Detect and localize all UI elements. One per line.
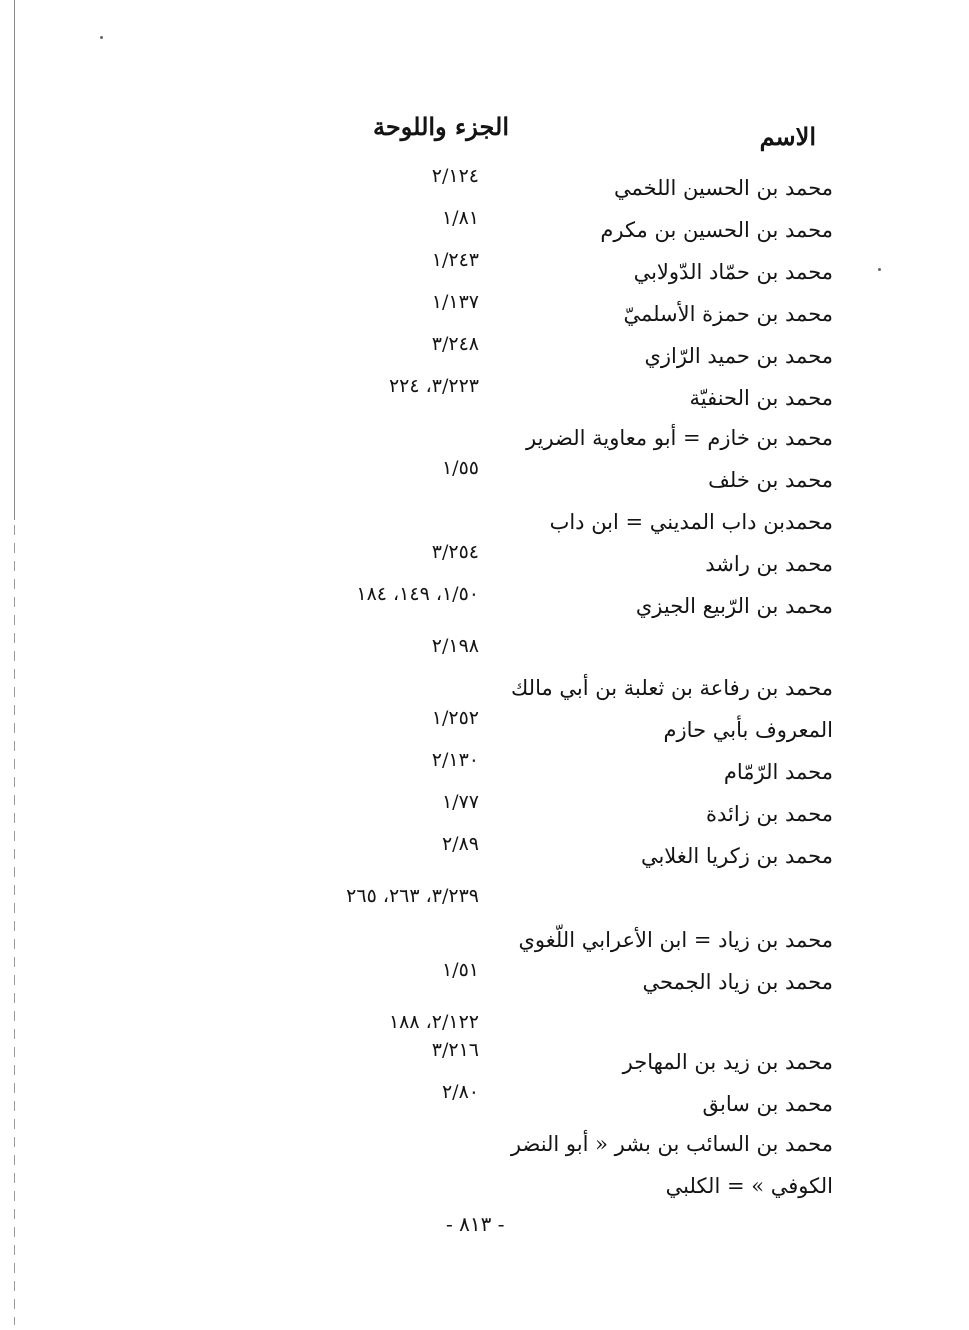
table-row (0, 672, 969, 708)
entry-name: المعروف بأبي حازم (663, 718, 833, 742)
table-row (0, 833, 969, 876)
entry-name: محمد بن رفاعة بن ثعلبة بن أبي مالك (510, 676, 833, 700)
entry-name: محمد بن الحسين اللخمي (613, 176, 833, 200)
entry-reference: ٢/٨٠ (441, 1081, 479, 1103)
table-row (0, 207, 969, 250)
entry-name: محمد بن الحنفيّة (689, 386, 833, 410)
entry-name: محمد بن حمّاد الدّولابي (633, 260, 833, 284)
table-row (0, 924, 969, 960)
table-row (0, 457, 969, 500)
table-row (0, 375, 969, 418)
table-row (0, 632, 969, 668)
entry-reference: ١/٥٠، ١٤٩، ١٨٤ (356, 583, 479, 605)
entry-name: محمد بن حمزة الأسلميّ (623, 302, 833, 326)
entry-name: الكوفي » = الكلبي (665, 1174, 833, 1198)
entry-reference: ١/١٣٧ (431, 291, 479, 313)
entry-reference: ٢/١٣٠ (431, 749, 479, 771)
entry-reference: ٢/٨٩ (441, 833, 479, 855)
table-row (0, 1081, 969, 1124)
entry-name: محمد بن خلف (708, 468, 833, 492)
table-row (0, 1128, 969, 1164)
entry-reference: ١/٥١ (441, 959, 479, 981)
entry-reference: ٣/٢٤٨ (431, 333, 479, 355)
entry-name: محمد بن زائدة (706, 802, 833, 826)
table-row (0, 749, 969, 792)
column-header-part: الجزء واللوحة (373, 112, 509, 141)
entry-reference: ٣/٢٢٣، ٢٢٤ (388, 375, 479, 397)
entry-name: محمد بن السائب بن بشر « أبو النضر (510, 1132, 833, 1156)
entry-name: محمد بن راشد (705, 552, 833, 576)
table-row (0, 165, 969, 208)
page-number: - ٨١٣ - (446, 1212, 505, 1236)
entry-reference: ٣/٢١٦ (431, 1039, 479, 1061)
table-row (0, 1008, 969, 1044)
scan-speck (100, 36, 103, 39)
entry-reference: ١/٨١ (441, 207, 479, 229)
table-row (0, 707, 969, 750)
entry-reference: ١/٢٥٢ (431, 707, 479, 729)
entry-name: محمد الرّمّام (723, 760, 833, 784)
entry-reference: ١/٧٧ (441, 791, 479, 813)
table-row (0, 333, 969, 376)
table-row (0, 583, 969, 626)
table-row (0, 882, 969, 918)
entry-name: محمد بن زكريا الغلابي (640, 844, 833, 868)
entry-name: محمد بن الحسين بن مكرم (600, 218, 833, 242)
table-row (0, 422, 969, 458)
entry-reference: ٢/١٢٤ (431, 165, 479, 187)
entry-name: محمد بن الرّبيع الجيزي (635, 594, 833, 618)
entry-reference: ١/٥٥ (441, 457, 479, 479)
table-row (0, 506, 969, 542)
table-row (0, 249, 969, 292)
entry-reference: ٢/١٢٢، ١٨٨ (388, 1011, 479, 1033)
entry-reference: ١/٢٤٣ (431, 249, 479, 271)
entry-name: محمدبن داب المديني = ابن داب (549, 510, 833, 534)
table-row (0, 1170, 969, 1206)
entry-reference: ٢/١٩٨ (431, 635, 479, 657)
table-row (0, 541, 969, 584)
entry-name: محمد بن زيد بن المهاجر (622, 1050, 833, 1074)
entry-name: محمد بن حميد الرّازي (644, 344, 833, 368)
table-row (0, 959, 969, 1002)
entry-name: محمد بن زياد = ابن الأعرابي اللّغوي (518, 928, 833, 952)
entry-name: محمد بن خازم = أبو معاوية الضرير (526, 426, 833, 450)
table-row (0, 291, 969, 334)
entry-name: محمد بن سابق (702, 1092, 833, 1116)
entry-name: محمد بن زياد الجمحي (642, 970, 833, 994)
table-row (0, 791, 969, 834)
column-header-name: الاسم (759, 122, 816, 151)
table-row (0, 1039, 969, 1082)
entry-reference: ٣/٢٥٤ (431, 541, 479, 563)
entry-reference: ٣/٢٣٩، ٢٦٣، ٢٦٥ (346, 885, 479, 907)
